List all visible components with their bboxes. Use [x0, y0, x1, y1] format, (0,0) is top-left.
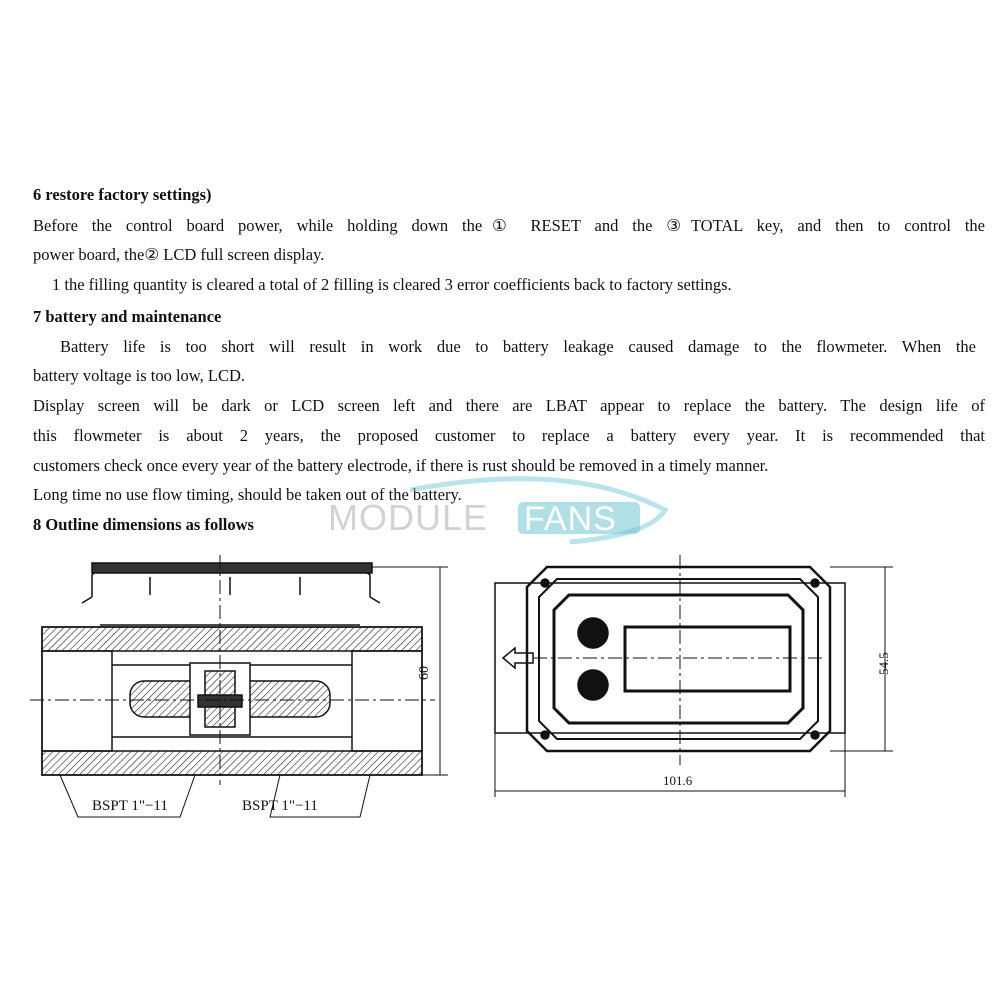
flow-direction-arrow	[503, 648, 533, 668]
lid-top	[92, 563, 372, 573]
section-7-text-line-5: customers check once every year of the battery electrode, if there is rust should be removed in a timely manner.	[33, 456, 769, 475]
front-height-dimension-label: 54.5	[876, 652, 891, 675]
section-7-text-line-3: Display screen will be dark or LCD screen left and there are LBAT appear to replace the battery. The design life of	[33, 396, 985, 415]
thread-label-right: BSPT 1"−11	[242, 798, 318, 814]
section-6-heading: 6 restore factory settings)	[33, 185, 212, 204]
lcd-window	[625, 627, 790, 691]
flowmeter-side-section-drawing	[30, 555, 450, 825]
section-8-heading: 8 Outline dimensions as follows	[33, 515, 254, 534]
left-thread-end	[42, 651, 112, 751]
display-bezel	[554, 595, 803, 723]
button-total	[578, 670, 608, 700]
watermark-text-module: MODULE	[328, 497, 489, 538]
screw-bottom-left	[541, 731, 549, 739]
screw-top-left	[541, 579, 549, 587]
section-7-text-line-1: Battery life is too short will result in work due to battery leakage caused damage to the flowmeter. When the	[60, 337, 976, 356]
section-7-heading: 7 battery and maintenance	[33, 307, 222, 326]
section-7-text-line-6: Long time no use flow timing, should be taken out of the battery.	[33, 485, 462, 504]
watermark-text-fans: FANS	[524, 500, 617, 538]
height-dimension-label: 60	[417, 666, 432, 680]
modulefans-watermark-logo	[320, 470, 680, 550]
section-7-text-line-2: battery voltage is too low, LCD.	[33, 366, 246, 385]
screw-bottom-right	[811, 731, 819, 739]
housing-inner-outline	[539, 579, 818, 739]
screw-top-right	[811, 579, 819, 587]
section-6-text-line-2: power board, the② LCD full screen display.	[33, 245, 325, 264]
flowmeter-front-view-drawing	[485, 555, 895, 805]
section-6-text-line-1: Before the control board power, while holding down the① RESET and the ③TOTAL key, and then to control the	[33, 216, 985, 235]
section-7-text-line-4: this flowmeter is about 2 years, the proposed customer to replace a battery every year. It is recommended that	[33, 426, 985, 445]
front-width-dimension-label: 101.6	[663, 773, 693, 788]
section-6-text-line-3: 1 the filling quantity is cleared a total of 2 filling is cleared 3 error coefficients back to factory settings.	[52, 275, 732, 294]
button-reset	[578, 618, 608, 648]
thread-label-left: BSPT 1"−11	[92, 798, 168, 814]
right-thread-end	[352, 651, 422, 751]
